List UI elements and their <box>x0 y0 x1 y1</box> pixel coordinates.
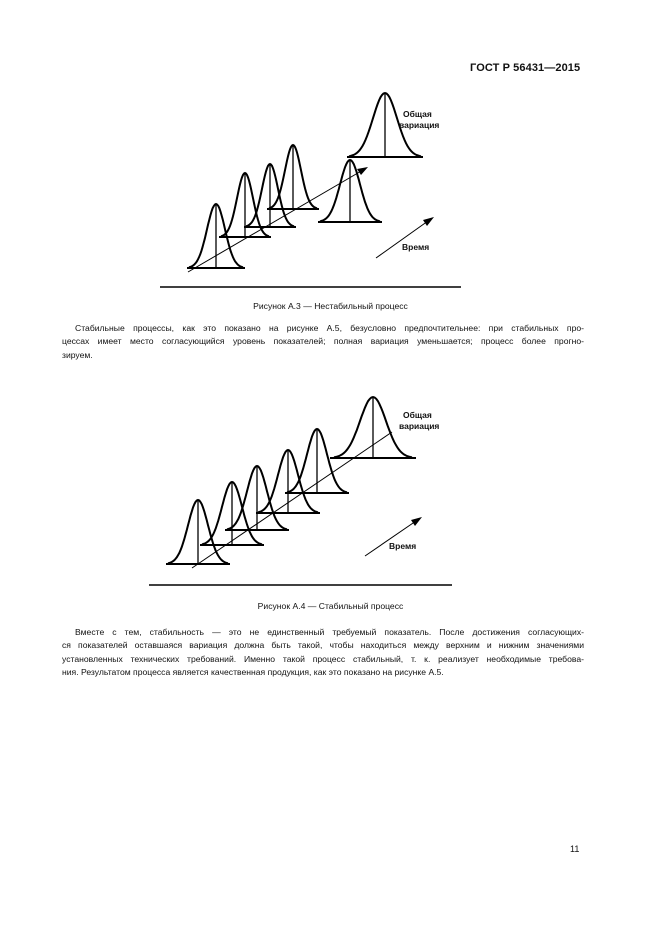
figure-a3-label-total-2: вариация <box>399 120 440 130</box>
figure-a4-label-total-1: Общая <box>403 410 432 420</box>
paragraph-2 <box>62 626 584 679</box>
figure-a4-time-arrowhead <box>411 517 422 526</box>
paragraph-1-line-2: цессах имеет место согласующийся уровень показателей; полная вариация уменьшается; процесс более прогно- <box>62 336 584 347</box>
figure-a4-distributions <box>166 397 416 564</box>
page-number: 11 <box>570 844 580 854</box>
figure-a4-trend-arrow <box>192 432 392 568</box>
figure-a4-caption: Рисунок А.4 — Стабильный процесс <box>257 601 404 611</box>
document-header: ГОСТ Р 56431—2015 <box>470 62 581 74</box>
figure-a3-label-time: Время <box>402 242 430 252</box>
paragraph-2-line-1: Вместе с тем, стабильность — это не единственный требуемый показатель. После достижения согласующих- <box>75 627 584 637</box>
paragraph-2-line-2: ся показателей оставшаяся вариация должна быть такой, чтобы находиться между верхним и нижним значениями <box>62 640 584 651</box>
paragraph-2-line-4: ния. Результатом процесса является качественная продукция, как это показано на рисунке А.5. <box>62 666 444 677</box>
paragraph-1-line-1: Стабильные процессы, как это показано на рисунке А.5, безусловно предпочтительнее: при стабильных про- <box>75 323 584 333</box>
figure-a4-label-time: Время <box>389 541 417 551</box>
figure-a3-caption: Рисунок А.3 — Нестабильный процесс <box>253 301 408 311</box>
paragraph-2-line-3: установленных технических требований. Именно такой процесс стабильный, т. к. реализует необходимые требова- <box>62 653 584 664</box>
figure-a3-label-total-1: Общая <box>403 109 432 119</box>
paragraph-1-line-3: зируем. <box>62 349 93 360</box>
figure-a4-label-total-2: вариация <box>399 421 440 431</box>
